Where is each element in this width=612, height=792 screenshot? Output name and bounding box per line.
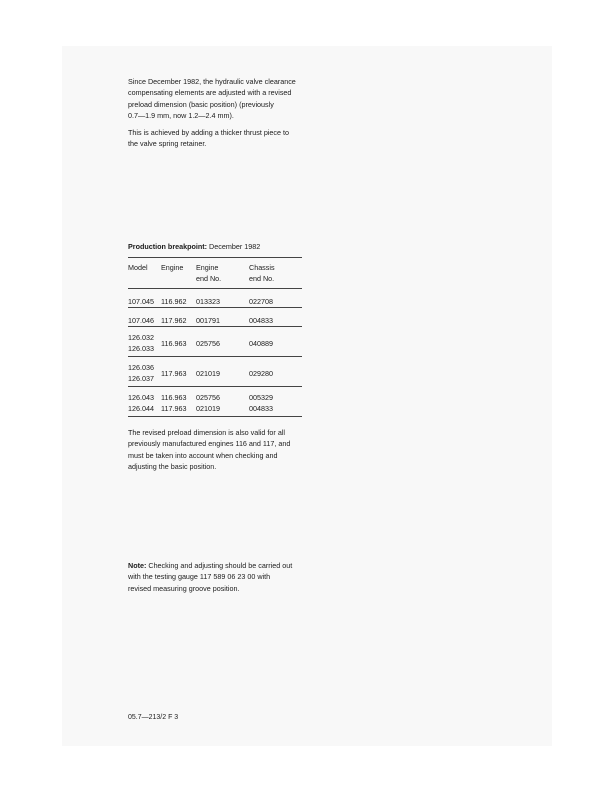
table-row bbox=[128, 387, 302, 416]
cell-chassis-end: 029280 bbox=[249, 369, 273, 378]
cell-chassis-end: 005329 004833 bbox=[249, 393, 273, 413]
cell-model: 126.043 126.044 bbox=[128, 393, 154, 413]
cell-model: 126.032 126.033 bbox=[128, 333, 154, 353]
production-breakpoint bbox=[128, 241, 318, 252]
table-row bbox=[128, 308, 302, 326]
cell-engine-end: 001791 bbox=[196, 316, 220, 325]
cell-engine: 116.962 bbox=[161, 297, 187, 306]
table-row bbox=[128, 327, 302, 356]
table-row bbox=[128, 357, 302, 386]
cell-engine-end: 025756 021019 bbox=[196, 393, 220, 413]
note-text: Checking and adjusting should be carried out with the testing gauge 117 589 06 23 00 with revised measuring groove position. bbox=[128, 561, 293, 593]
header-engine: Engine bbox=[161, 263, 184, 272]
cell-engine-end: 025756 bbox=[196, 339, 220, 348]
cell-chassis-end: 004833 bbox=[249, 316, 273, 325]
breakpoint-table bbox=[128, 257, 302, 417]
validity-paragraph: The revised preload dimension is also valid for all previously manufactured engines 116 and 117, and must be taken into account when checking and adjusting the basic position. bbox=[128, 428, 291, 472]
header-engine-end: Engine end No. bbox=[196, 263, 222, 283]
table-header-row bbox=[128, 258, 302, 288]
page-reference: 05.7—213/2 F 3 bbox=[128, 714, 179, 721]
header-model: Model bbox=[128, 263, 148, 272]
breakpoint-value: December 1982 bbox=[207, 242, 261, 251]
cell-engine: 116.963 bbox=[161, 339, 187, 348]
cell-model: 126.036 126.037 bbox=[128, 363, 154, 383]
cell-chassis-end: 040889 bbox=[249, 339, 273, 348]
cell-model: 107.046 bbox=[128, 316, 154, 325]
cell-engine-end: 013323 bbox=[196, 297, 220, 306]
header-chassis-end: Chassis end No. bbox=[249, 263, 275, 283]
cell-model: 107.045 bbox=[128, 297, 154, 306]
note-paragraph bbox=[128, 560, 318, 594]
intro-paragraph: Since December 1982, the hydraulic valve clearance compensating elements are adjusted with a revised preload dimension (basic position) (previously 0.7—1.9 mm, now 1.2—2.4 mm). bbox=[128, 77, 296, 121]
table-row bbox=[128, 289, 302, 307]
intro-paragraph-2: This is achieved by adding a thicker thrust piece to the valve spring retainer. bbox=[128, 128, 290, 149]
table-rule bbox=[128, 416, 302, 417]
note-label: Note: bbox=[128, 561, 147, 570]
cell-engine: 117.963 bbox=[161, 369, 187, 378]
cell-engine-end: 021019 bbox=[196, 369, 220, 378]
cell-engine: 116.963 117.963 bbox=[161, 393, 187, 413]
breakpoint-label: Production breakpoint: bbox=[128, 242, 208, 251]
cell-chassis-end: 022708 bbox=[249, 297, 273, 306]
cell-engine: 117.962 bbox=[161, 316, 187, 325]
